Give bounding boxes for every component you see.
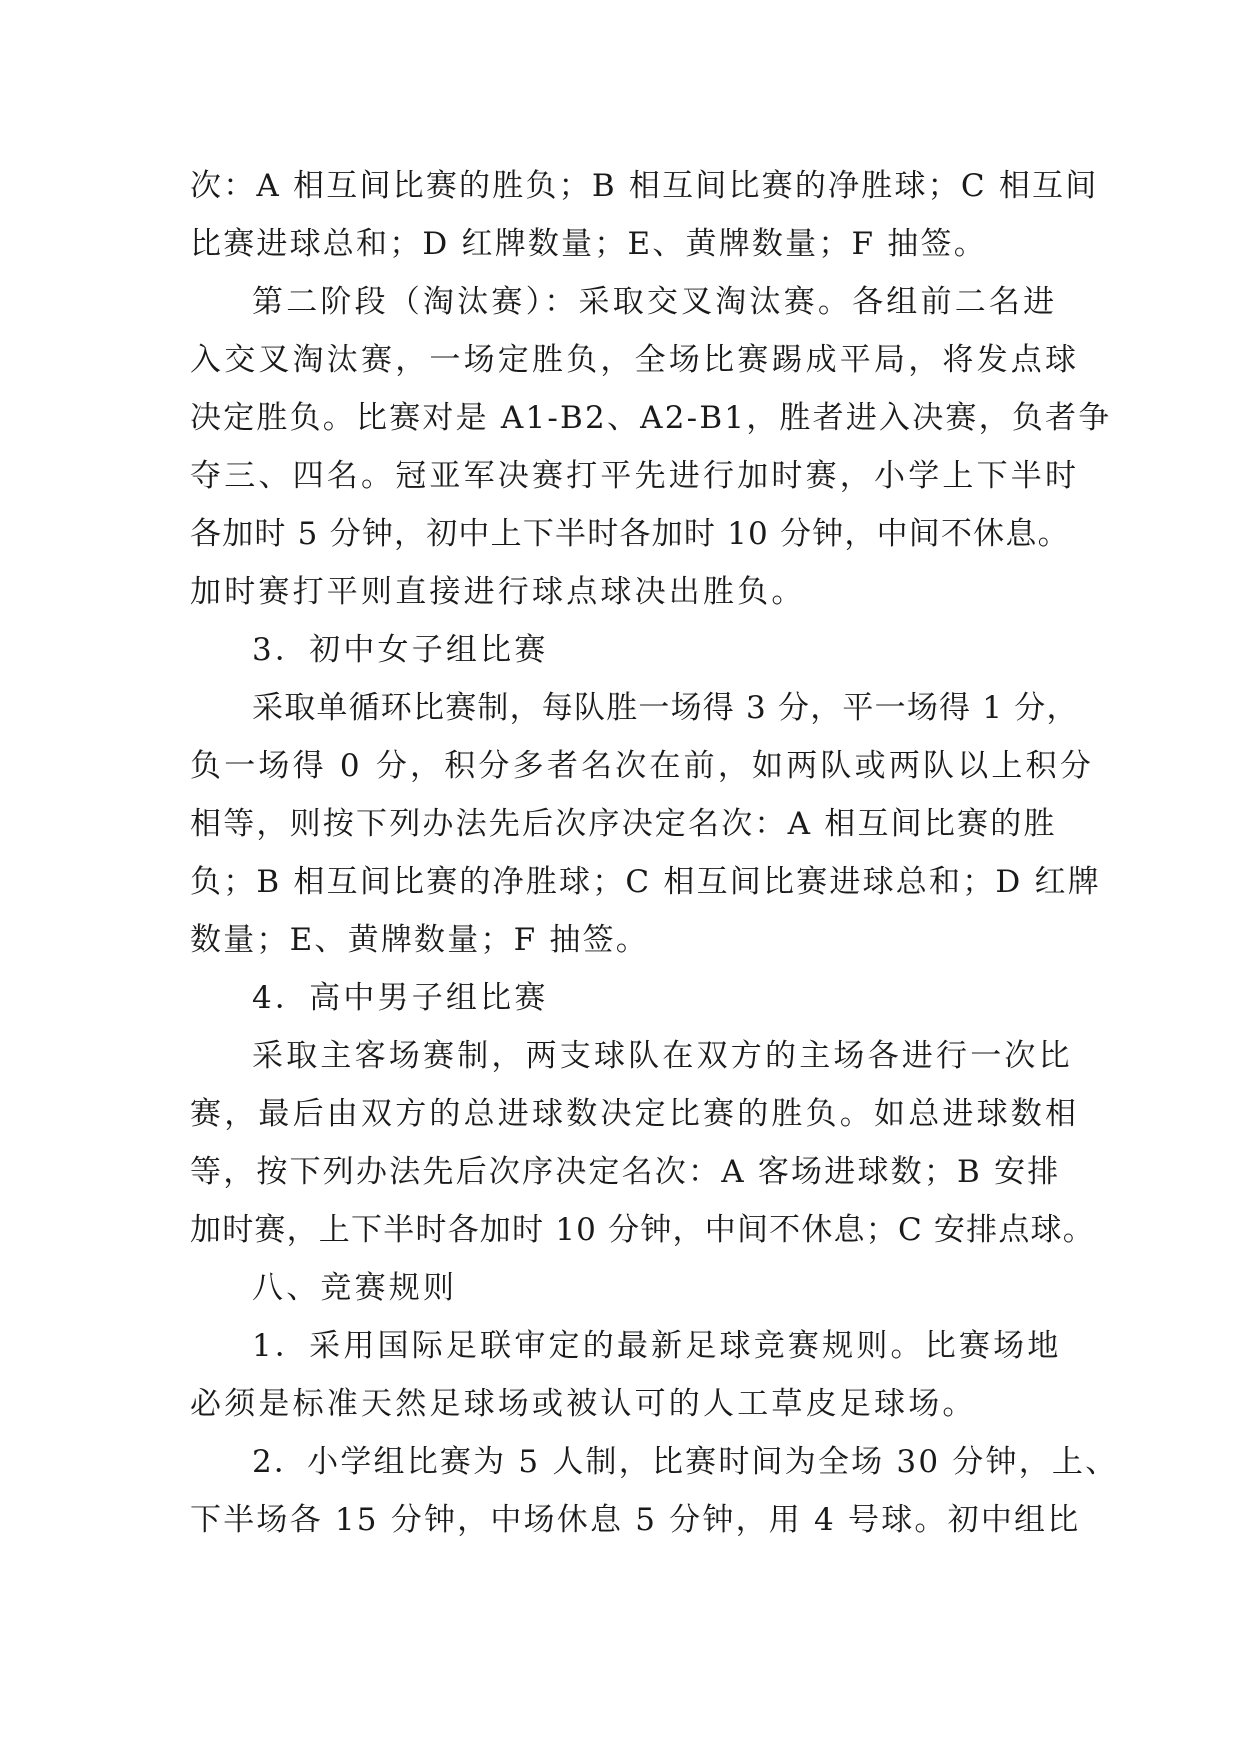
text-line: 决定胜负。比赛对是 A1-B2、A2-B1，胜者进入决赛，负者争 xyxy=(190,400,1112,436)
text-line: 采取单循环比赛制，每队胜一场得 3 分，平一场得 1 分， xyxy=(252,690,1079,726)
text-line: 赛，最后由双方的总进球数决定比赛的胜负。如总进球数相 xyxy=(190,1096,1080,1132)
text-line: 负一场得 0 分，积分多者名次在前，如两队或两队以上积分 xyxy=(190,748,1095,784)
text-line: 加时赛打平则直接进行球点球决出胜负。 xyxy=(190,574,806,610)
section-heading: 八、竞赛规则 xyxy=(252,1270,458,1306)
text-line: 加时赛，上下半时各加时 10 分钟，中间不休息；C 安排点球。 xyxy=(190,1212,1095,1248)
text-line: 各加时 5 分钟，初中上下半时各加时 10 分钟，中间不休息。 xyxy=(190,516,1070,552)
text-line: 入交叉淘汰赛，一场定胜负，全场比赛踢成平局，将发点球 xyxy=(190,342,1080,378)
text-line: 次：A 相互间比赛的胜负；B 相互间比赛的净胜球；C 相互间 xyxy=(190,168,1099,204)
text-line: 采取主客场赛制，两支球队在双方的主场各进行一次比 xyxy=(252,1038,1073,1074)
text-line: 负；B 相互间比赛的净胜球；C 相互间比赛进球总和；D 红牌 xyxy=(190,864,1101,900)
text-line: 第二阶段（淘汰赛）：采取交叉淘汰赛。各组前二名进 xyxy=(252,284,1058,320)
section-heading: 4．高中男子组比赛 xyxy=(252,980,549,1016)
text-line: 必须是标准天然足球场或被认可的人工草皮足球场。 xyxy=(190,1386,977,1422)
text-line: 夺三、四名。冠亚军决赛打平先进行加时赛，小学上下半时 xyxy=(190,458,1080,494)
text-line: 2．小学组比赛为 5 人制，比赛时间为全场 30 分钟，上、 xyxy=(252,1444,1119,1480)
text-line: 数量；E、黄牌数量；F 抽签。 xyxy=(190,922,649,958)
text-line: 相等，则按下列办法先后次序决定名次：A 相互间比赛的胜 xyxy=(190,806,1057,842)
text-line: 比赛进球总和；D 红牌数量；E、黄牌数量；F 抽签。 xyxy=(190,226,987,262)
text-line: 下半场各 15 分钟，中场休息 5 分钟，用 4 号球。初中组比 xyxy=(190,1502,1081,1538)
text-line: 1．采用国际足联审定的最新足球竞赛规则。比赛场地 xyxy=(252,1328,1062,1364)
text-line: 等，按下列办法先后次序决定名次：A 客场进球数；B 安排 xyxy=(190,1154,1061,1190)
section-heading: 3．初中女子组比赛 xyxy=(252,632,549,668)
